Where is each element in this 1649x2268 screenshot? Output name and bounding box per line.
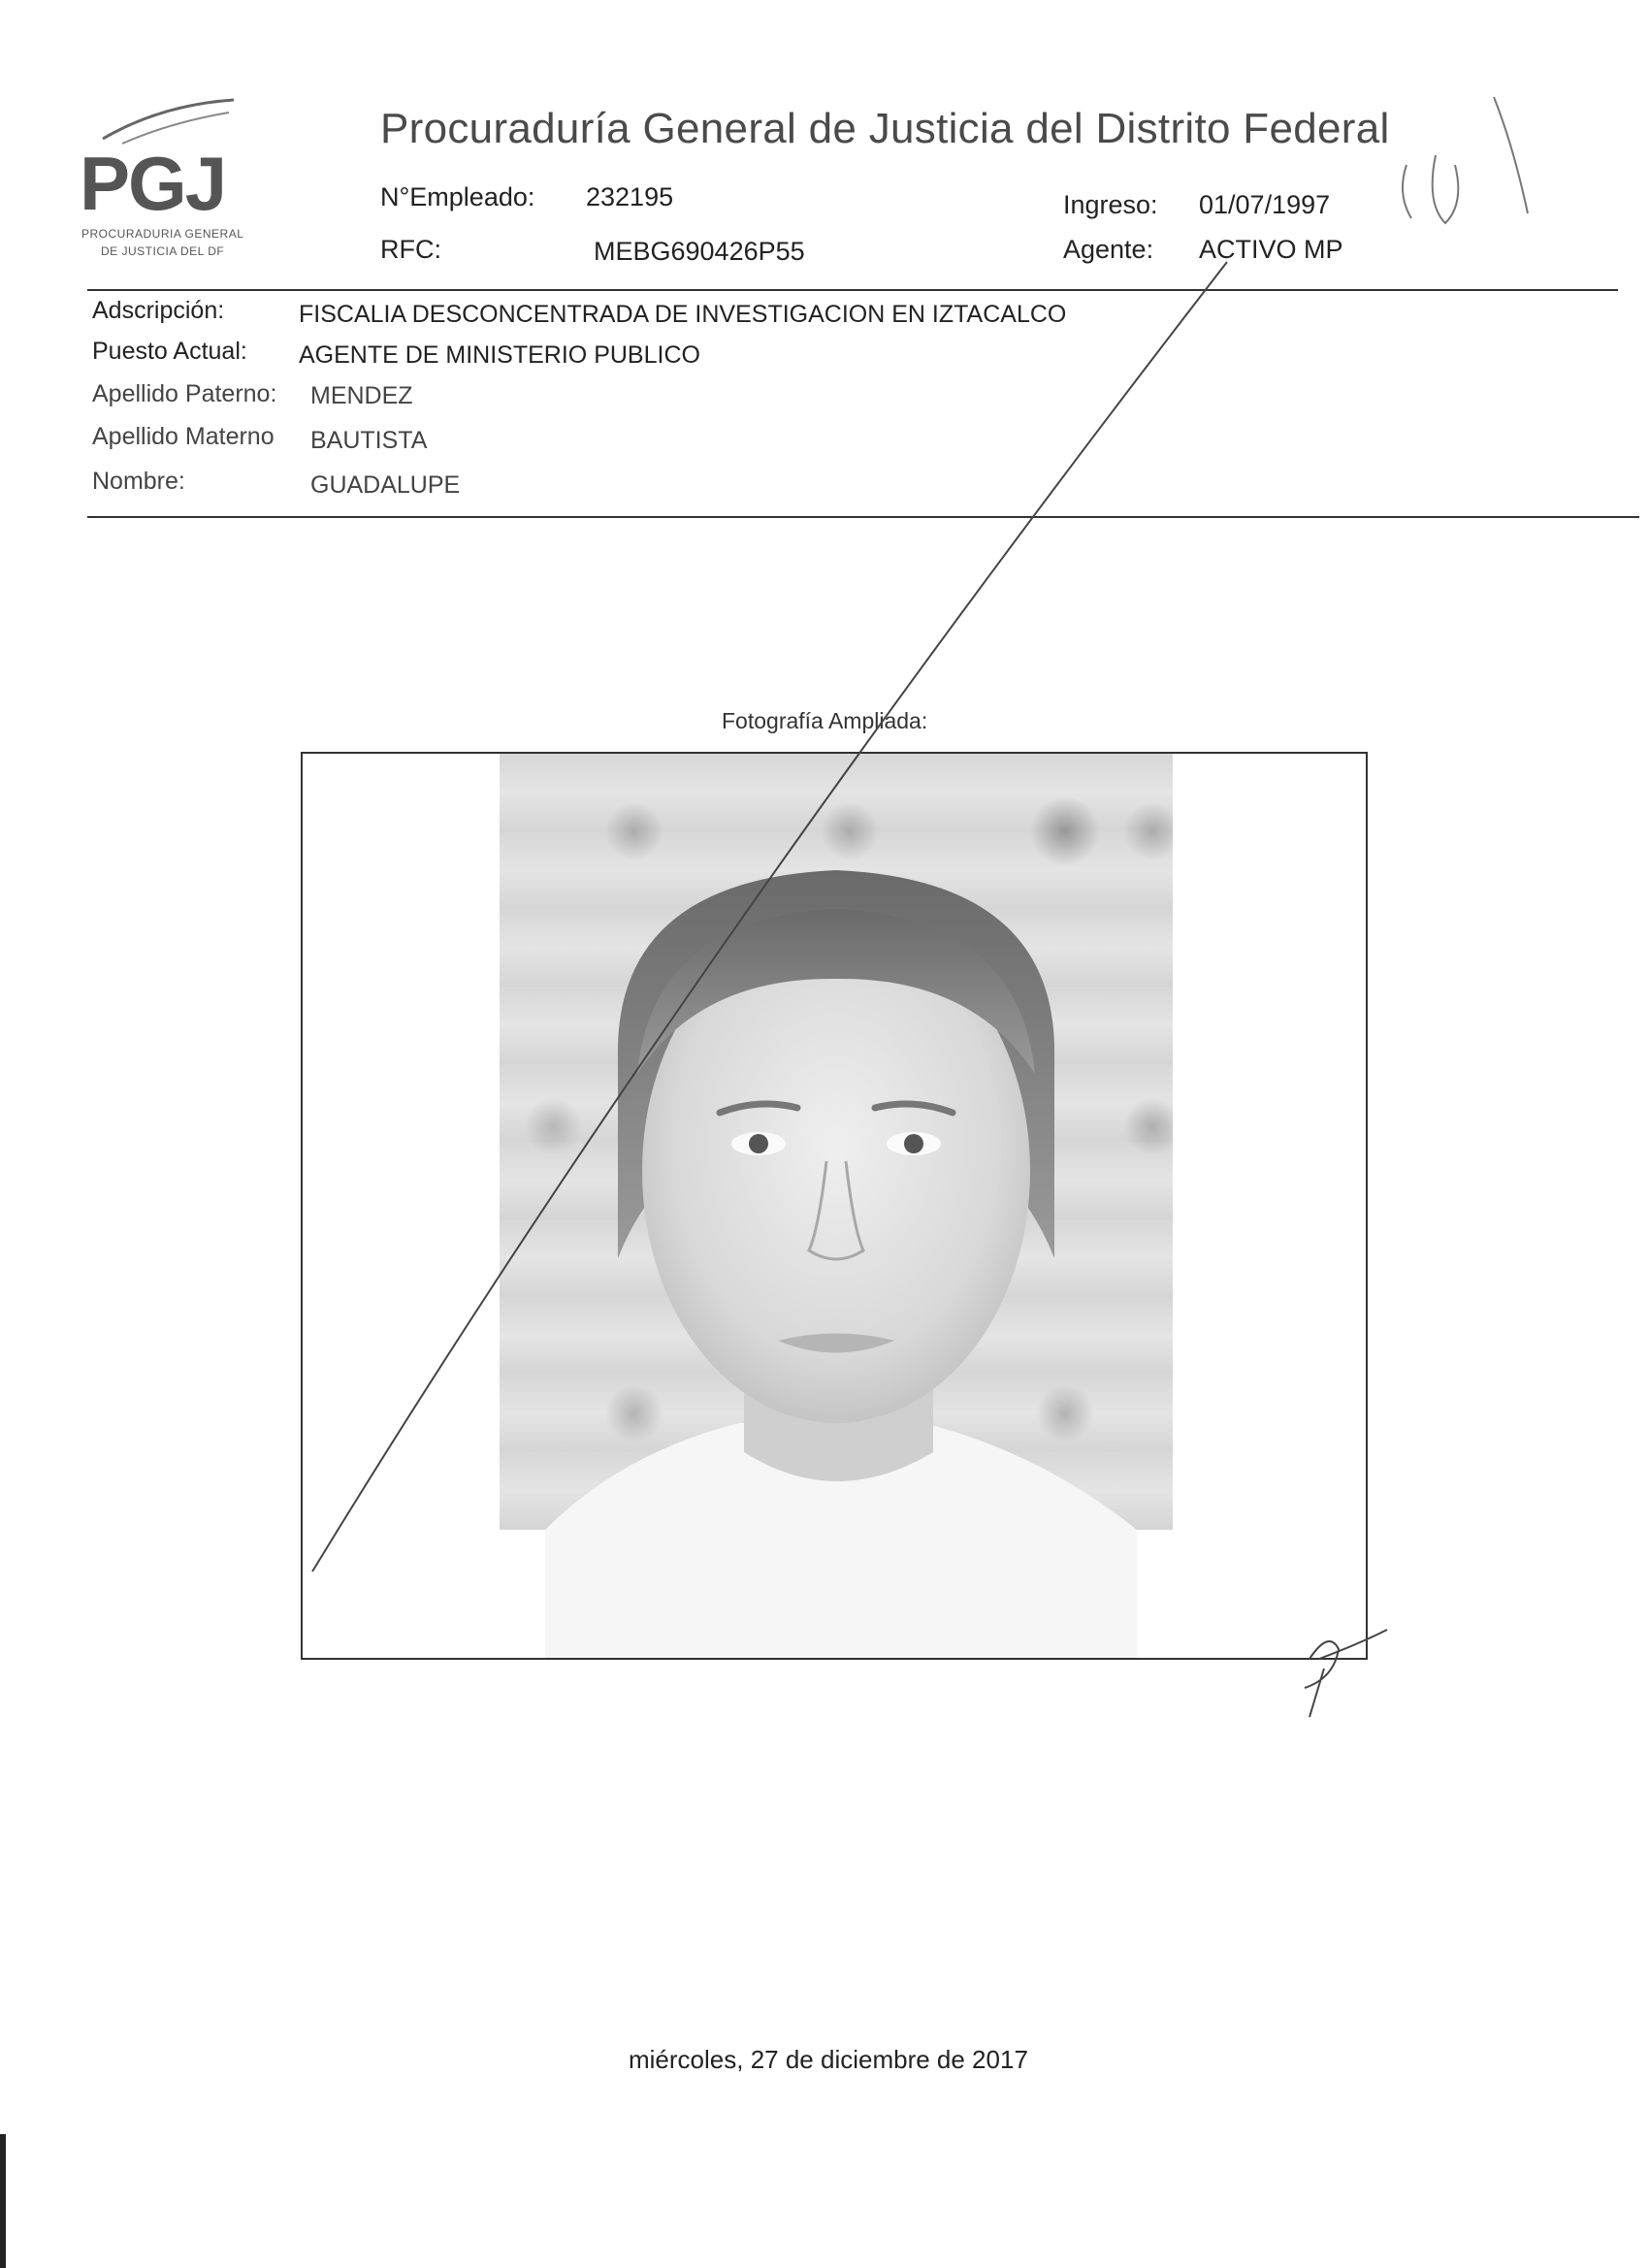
paterno-label: Apellido Paterno:	[92, 380, 277, 407]
document-date: miércoles, 27 de diciembre de 2017	[629, 2045, 1028, 2074]
agente-label: Agente:	[1063, 235, 1154, 264]
adscripcion-label: Adscripción:	[92, 297, 225, 324]
portrait-photo	[303, 754, 1368, 1660]
puesto-label: Puesto Actual:	[92, 338, 247, 365]
empleado-label: N°Empleado:	[380, 182, 535, 211]
materno-value: BAUTISTA	[310, 427, 428, 454]
rfc-label: RFC:	[380, 235, 441, 264]
organization-title: Procuraduría General de Justicia del Distrito Federal	[380, 105, 1390, 152]
page-number-mark	[1403, 97, 1528, 223]
ingreso-value: 01/07/1997	[1199, 190, 1331, 219]
rfc-value: MEBG690426P55	[594, 237, 805, 266]
materno-label: Apellido Materno	[92, 423, 275, 450]
adscripcion-value: FISCALIA DESCONCENTRADA DE INVESTIGACION EN IZTACALCO	[299, 301, 1067, 328]
logo-subtitle-1: PROCURADURIA GENERAL	[81, 227, 244, 241]
header-divider	[87, 289, 1618, 291]
logo-letters: PGJ	[80, 141, 226, 226]
details-divider	[87, 516, 1639, 518]
photo-frame	[301, 752, 1368, 1660]
agente-value: ACTIVO MP	[1199, 235, 1343, 264]
pgj-logo	[76, 95, 250, 270]
nombre-label: Nombre:	[92, 468, 185, 495]
nombre-value: GUADALUPE	[310, 471, 461, 499]
logo-subtitle-2: DE JUSTICIA DEL DF	[101, 244, 225, 258]
photo-label: Fotografía Ampliada:	[722, 708, 928, 733]
scan-edge	[0, 2134, 6, 2268]
empleado-value: 232195	[586, 182, 674, 211]
ingreso-label: Ingreso:	[1063, 190, 1158, 219]
paterno-value: MENDEZ	[310, 382, 413, 409]
puesto-value: AGENTE DE MINISTERIO PUBLICO	[299, 341, 700, 369]
